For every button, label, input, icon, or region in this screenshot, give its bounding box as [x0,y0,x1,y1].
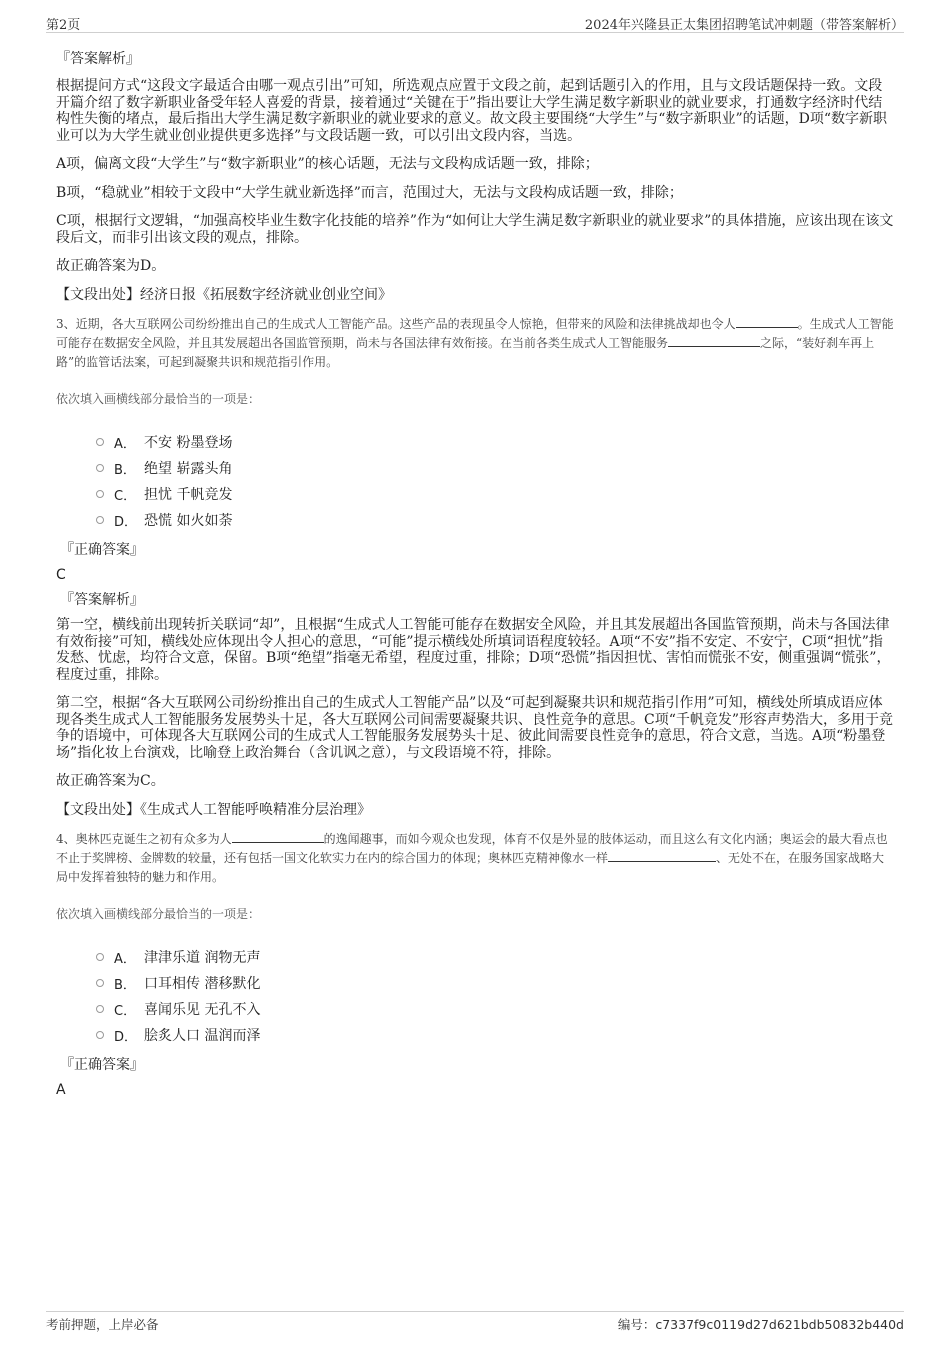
options-list-q3 [96,429,894,533]
document-body [56,40,894,1104]
analysis-paragraph: 根据提问方式“这段文字最适合由哪一观点引出”可知，所选观点应置于文段之前，起到话题引入的作用，且与文段话题保持一致。文段开篇介绍了数字新职业备受年轻人喜爱的背景，接着通过“关键在于”指出要让大学生满足数字新职业的就业要求，打通数字经济时代结构性失衡的堵点，最后指出大学生满足数字新职业的就业要求的意义。故文段主要围绕“大学生”与“数字新职业”的话题，D项“数字新职业可以为大学生就业创业提供更多选择”与文段话题一致，可以引出文段内容，当选。 [56,78,888,144]
analysis-label: 『答案解析』 [60,592,144,608]
answer-value: A [56,1082,66,1098]
radio-icon[interactable] [96,953,104,961]
source-citation: 【文段出处】《生成式人工智能呼唤精准分层治理》 [56,801,371,818]
conclusion: 故正确答案为C。 [56,773,165,789]
option-c[interactable]: C． 喜闻乐见 无孔不入 [96,996,894,1022]
option-b[interactable]: B． 绝望 崭露头角 [96,455,894,481]
question-prompt: 依次填入画横线部分最恰当的一项是： [56,392,261,406]
fill-blank [232,830,324,843]
radio-icon[interactable] [96,516,104,524]
answer-label: 『正确答案』 [60,542,144,558]
analysis-option-b: B项，“稳就业”相较于文段中“大学生就业新选择”而言，范围过大，无法与文段构成话题一致，排除； [56,184,683,201]
option-b[interactable]: B． 口耳相传 潜移默化 [96,970,894,996]
analysis-label-q2: 『答案解析』 [56,51,140,67]
question-4-text: 4、奥林匹克诞生之初有众多为人 的逸闻趣事，而如今观众也发现，体育不仅是外显的肢体运动，而且这么有文化内涵；奥运会的最大看点也不止于奖牌榜、金牌数的较量，还有包括一国文化软实力在内的综合国力的体现；奥林匹克精神像水一样 、无处不在，在服务国家战略大局中发挥着独特的魅力和作用。 [56,832,888,884]
page-number: 第2页 [46,18,81,33]
radio-icon[interactable] [96,438,104,446]
analysis-option-c: C项，根据行文逻辑，“加强高校毕业生数字化技能的培养”作为“如何让大学生满足数字新职业的就业要求”的具体措施，应该出现在该文段后文，而非引出该文段的观点，排除。 [56,213,894,246]
conclusion: 故正确答案为D。 [56,258,166,274]
fill-blank [736,315,798,328]
fill-blank [608,849,716,862]
question-prompt: 依次填入画横线部分最恰当的一项是： [56,907,261,921]
radio-icon[interactable] [96,464,104,472]
option-d[interactable]: D． 恐慌 如火如荼 [96,507,894,533]
option-d[interactable]: D． 脍炙人口 温润而泽 [96,1022,894,1048]
page-footer [46,1311,904,1334]
answer-label: 『正确答案』 [60,1057,144,1073]
footer-slogan: 考前押题，上岸必备 [46,1317,159,1332]
analysis-paragraph-1: 第一空，横线前出现转折关联词“却”，且根据“生成式人工智能可能存在数据安全风险，并且其发展超出各国监管预期，尚未与各国法律有效衔接”可知，横线处应体现出令人担心的意思，“可能”提示横线处所填词语程度较轻。A项“不安”指不安定、不安宁，C项“担忧”指发愁、忧虑，均符合文意，保留。B项“绝望”指毫无希望，程度过重，排除；D项“恐慌”指因担忧、害怕而慌张不安，侧重强调“慌张”，程度过重，排除。 [56,617,891,683]
option-a[interactable]: A． 津津乐道 润物无声 [96,944,894,970]
question-3-text: 3、近期，各大互联网公司纷纷推出自己的生成式人工智能产品。这些产品的表现虽令人惊艳，但带来的风险和法律挑战却也令人 。生成式人工智能可能存在数据安全风险，并且其发展超出各国监管预期，尚未与各国法律有效衔接。在当前各类生成式人工智能服务 之际，“装好刹车再上路”的监管话法案，可起到凝聚共识和规范指引作用。 [56,317,894,369]
option-a[interactable]: A． 不安 粉墨登场 [96,429,894,455]
page-header [46,12,904,33]
option-c[interactable]: C． 担忧 千帆竞发 [96,481,894,507]
fill-blank [668,334,760,347]
document-title: 2024年兴隆县正太集团招聘笔试冲刺题（带答案解析） [584,18,904,33]
answer-value: C [56,567,66,583]
document-code: 编号：c7337f9c0119d27d621bdb50832b440d [617,1317,904,1332]
radio-icon[interactable] [96,1031,104,1039]
source-citation: 【文段出处】经济日报《拓展数字经济就业创业空间》 [56,286,392,303]
analysis-paragraph-2: 第二空，根据“各大互联网公司纷纷推出自己的生成式人工智能产品”以及“可起到凝聚共识和规范指引作用”可知，横线处所填成语应体现各类生成式人工智能服务发展势头十足，各大互联网公司间需要凝聚共识、良性竞争的意思。C项“千帆竞发”形容声势浩大，多用于竞争的语境中，可体现各大互联网公司的生成式人工智能服务发展势头十足、彼此间需要良性竞争的意思，符合文意，当选。A项“粉墨登场”指化妆上台演戏，比喻登上政治舞台（含讥讽之意），与文段语境不符，排除。 [56,695,894,761]
radio-icon[interactable] [96,490,104,498]
radio-icon[interactable] [96,1005,104,1013]
analysis-option-a: A项，偏离文段“大学生”与“数字新职业”的核心话题，无法与文段构成话题一致，排除； [56,156,599,172]
radio-icon[interactable] [96,979,104,987]
options-list-q4 [96,944,894,1048]
